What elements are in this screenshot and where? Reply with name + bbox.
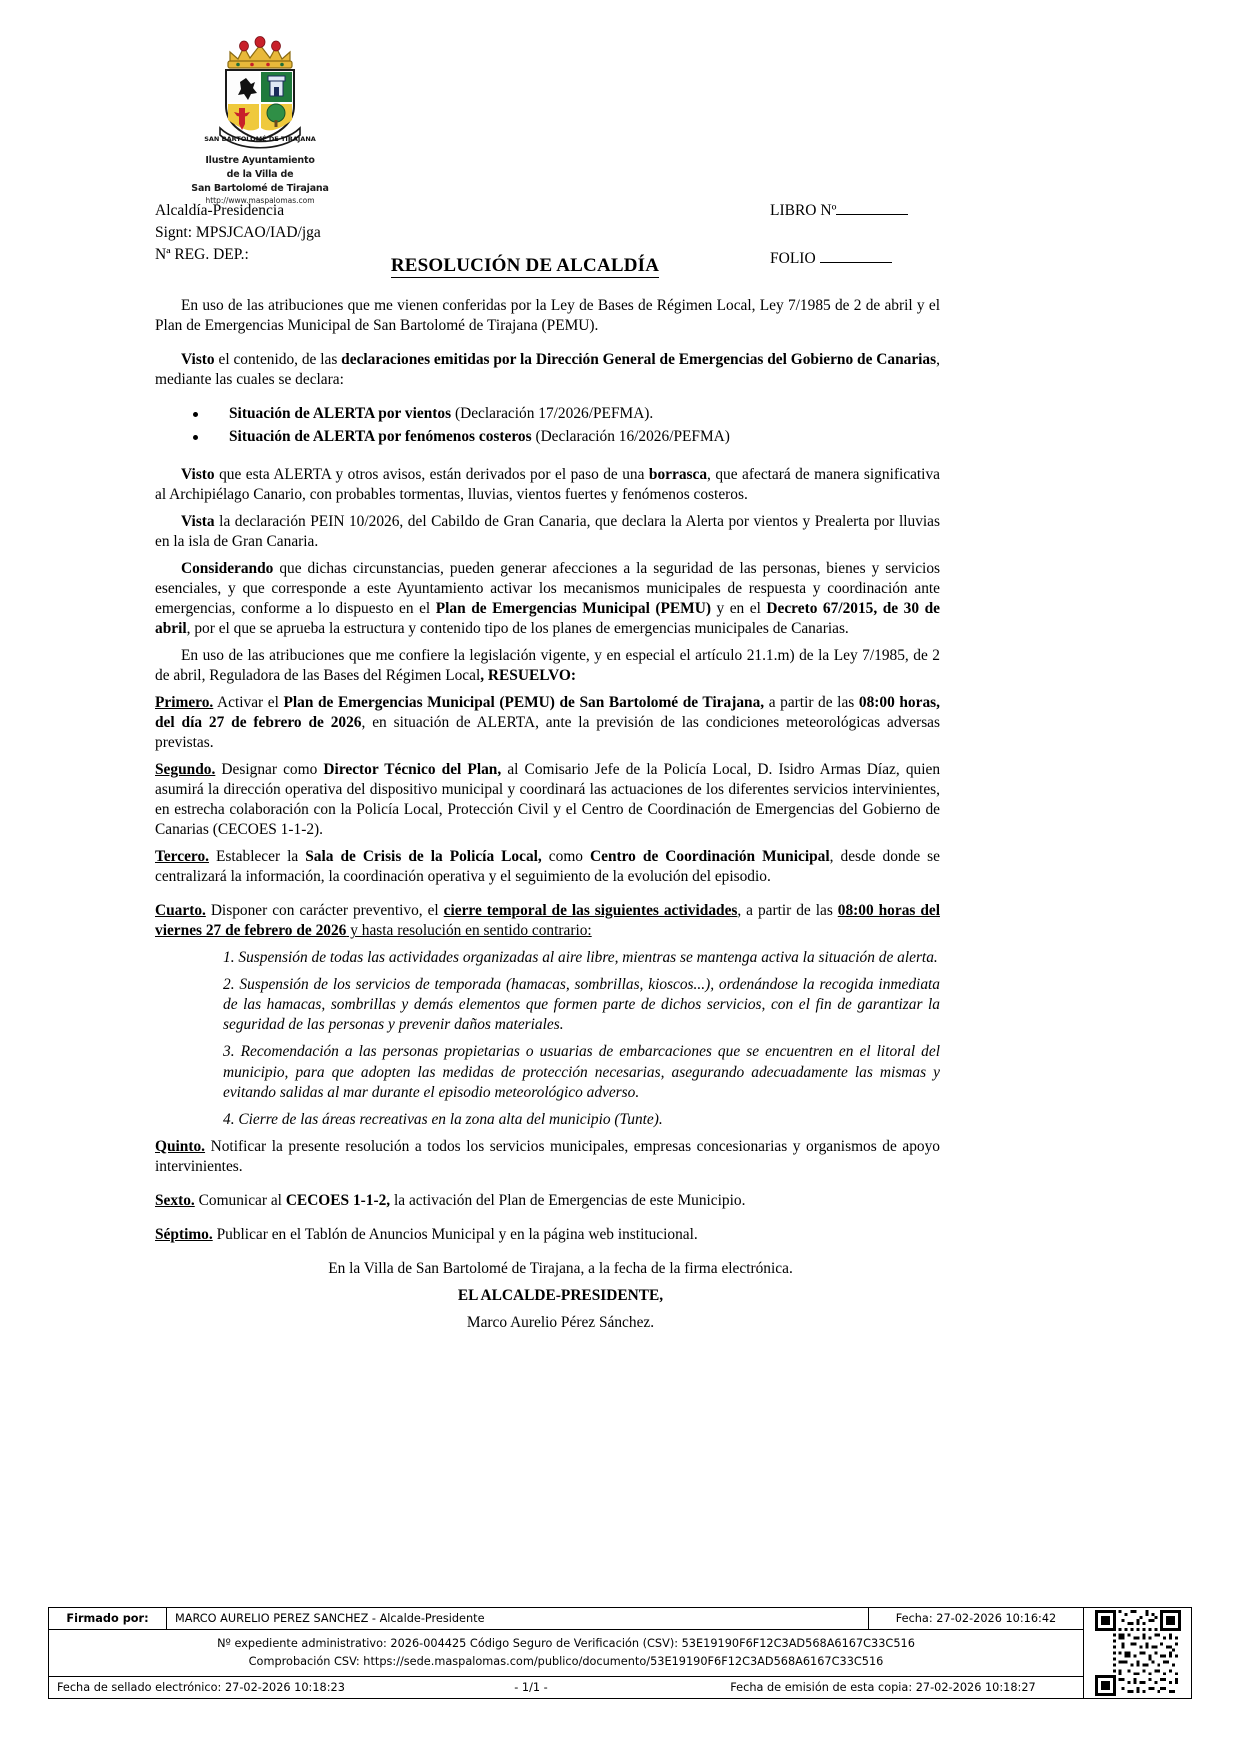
tercero-label: Tercero. [155, 848, 209, 866]
quinto-rest: Notificar la presente resolución a todos los servicios municipales, empresas concesionarias y organismos de apoyo intervinientes. [155, 1137, 940, 1175]
list-item: 3. Recomendación a las personas propietarias o usuarias de embarcaciones que se encuentren en el litoral del municipio, para que adopten las medidas de protección necesarias, asegurando adecuadamente las mismas y evitando salidas al mar durante el episodio meteorológico adverso. [223, 1043, 940, 1101]
declaration-1-rest: (Declaración 16/2026/PEFMA) [531, 428, 730, 446]
signed-by-name: MARCO AURELIO PEREZ SANCHEZ - Alcalde-Presidente [175, 1612, 485, 1625]
list-item: 4. Cierre de las áreas recreativas en la zona alta del municipio (Tunte). [223, 1110, 663, 1128]
signt-label: Signt: MPSJCAO/IAD/jga [155, 224, 321, 241]
signed-date: Fecha: 27-02-2026 10:16:42 [868, 1608, 1083, 1629]
paragraph-visto-1 [155, 350, 940, 390]
visto-2-b: borrasca [648, 466, 708, 484]
qr-code-icon [1095, 1610, 1181, 1696]
considerando-e: , por el que se aprueba la estructura y contenido tipo de los planes de emergencias municipales de Canarias. [186, 620, 849, 638]
declaration-1-bold: Situación de ALERTA por fenómenos costeros [229, 428, 532, 446]
vista-lead: Vista [181, 513, 215, 531]
csv-info-block [49, 1630, 1083, 1676]
document-body [155, 296, 940, 1340]
segundo-b: Director Técnico del Plan, [323, 761, 502, 779]
footer-main-table [48, 1607, 1084, 1699]
cuarto-e: y hasta resolución en sentido contrario: [346, 922, 592, 940]
paragraph-quinto [155, 1137, 940, 1177]
segundo-a: Designar como [215, 761, 324, 779]
visto-1-b: declaraciones emitidas por la Dirección General de Emergencias del Gobierno de Canarias [341, 351, 937, 369]
declaration-0-rest: (Declaración 17/2026/PEFMA). [451, 405, 654, 423]
signer-name: Marco Aurelio Pérez Sánchez. [466, 1313, 655, 1331]
paragraph-tercero [155, 847, 940, 887]
visto-2-c: , que afectará de manera significativa al Archipiélago Canario, con probables tormentas, lluvias, vientos fuertes y fenómenos costeros. [155, 466, 940, 504]
paragraph-resuelvo [155, 646, 940, 686]
visto-2-a: que esta ALERTA y otros avisos, están derivados por el paso de una [214, 466, 649, 484]
visto-1-c: , mediante las cuales se declara: [155, 351, 940, 389]
considerando-d: Decreto 67/2015, de 30 de abril [155, 600, 940, 638]
paragraph-vista [155, 512, 940, 552]
sexto-c: la activación del Plan de Emergencias de este Municipio. [390, 1191, 746, 1209]
qr-code[interactable] [1084, 1607, 1192, 1699]
signer-title: EL ALCALDE-PRESIDENTE, [457, 1286, 664, 1304]
cuarto-a: Disponer con carácter preventivo, el [205, 902, 444, 920]
measures-list [155, 948, 940, 1129]
declaration-0-bold: Situación de ALERTA por vientos [229, 405, 452, 423]
primero-e: , en situación de ALERTA, ante la previsión de las condiciones meteorológicas adversas previstas. [155, 714, 940, 752]
page-number: - 1/1 - [514, 1681, 548, 1694]
svg-text:SAN BARTOLOMÉ DE TIRAJANA: SAN BARTOLOMÉ DE TIRAJANA [204, 135, 316, 143]
primero-c: a partir de las [764, 694, 859, 712]
segundo-c: al Comisario Jefe de la Policía Local, D. Isidro Armas Díaz, quien asumirá la dirección operativa del dispositivo municipal y coordinará las actuaciones de los diferentes servicios intervinientes, en estrecha colaboración con la Policía Local, Protección Civil y el Centro de Coordinación de Emergencias del Gobierno de Canarias (CECOES 1-1-2). [155, 761, 941, 839]
resuelvo-a: En uso de las atribuciones que me confiere la legislación vigente, y en especial el artículo 21.1.m) de la Ley 7/1985, de 2 de abril, Reguladora de las Bases del Régimen Local [155, 647, 940, 685]
reg-dep-label: Nª REG. DEP.: [155, 246, 249, 263]
crest-caption-line-1: Ilustre Ayuntamiento [205, 155, 315, 166]
table-row [49, 1608, 1083, 1630]
paragraph-primero [155, 693, 940, 753]
considerando-lead: Considerando [181, 560, 274, 578]
visto-1-lead: Visto [181, 351, 215, 369]
list-item [193, 427, 940, 447]
paragraph-septimo [155, 1225, 940, 1245]
electronic-signature-footer [48, 1607, 1192, 1699]
tercero-a: Establecer la [209, 848, 306, 866]
table-row [49, 1676, 1083, 1698]
list-item: 1. Suspensión de todas las actividades organizadas al aire libre, mientras se mantenga activa la situación de alerta. [223, 949, 938, 967]
primero-a: Activar el [213, 694, 284, 712]
primero-d: 08:00 horas, del día 27 de febrero de 2026 [155, 694, 940, 732]
municipal-crest-block [160, 28, 360, 205]
page-title [0, 255, 1050, 277]
expediente-line: Nº expediente administrativo: 2026-004425 Código Seguro de Verificación (CSV): 53E19190F6F12C3AD568A6167C33C516 [217, 1637, 915, 1650]
paragraph-intro-text: En uso de las atribuciones que me vienen conferidas por la Ley de Bases de Régimen Local, Ley 7/1985 de 2 de abril y el Plan de Emergencias Municipal de San Bartolomé de Tirajana (PEMU). [155, 297, 940, 335]
libro-blank-rule [836, 200, 908, 215]
cuarto-c: , a partir de las [737, 902, 838, 920]
libro-field [770, 200, 908, 222]
tercero-c: como [541, 848, 590, 866]
vista-rest: la declaración PEIN 10/2026, del Cabildo de Gran Canaria, que declara la Alerta por vientos y Prealerta por lluvias en la isla de Gran Canaria. [155, 513, 940, 551]
septimo-label: Séptimo. [155, 1225, 213, 1243]
sexto-b: CECOES 1-1-2, [285, 1191, 391, 1209]
segundo-label: Segundo. [155, 761, 216, 779]
considerando-a: que dichas circunstancias, pueden generar afecciones a la seguridad de las personas, bienes y servicios esenciales, y que corresponde a este Ayuntamiento activar los mecanismos municipales de respuesta y coordinación ante emergencias, conforme a lo dispuesto en el [155, 560, 940, 618]
resuelvo-b: , RESUELVO: [480, 667, 577, 685]
list-item: 2. Suspensión de los servicios de temporada (hamacas, sombrillas, kioscos...), ordenándose la recogida inmediata de las hamacas, sombrillas y demás elementos que formen parte de dichos servicios, con el fin de garantizar la seguridad de las personas y prevenir daños materiales. [223, 976, 940, 1034]
paragraph-considerando [155, 559, 940, 639]
paragraph-visto-2 [155, 465, 940, 505]
page-title-text: RESOLUCIÓN DE ALCALDÍA [390, 255, 660, 276]
closing-place-line: En la Villa de San Bartolomé de Tirajana, a la fecha de la firma electrónica. [328, 1259, 793, 1277]
cuarto-label: Cuarto. [155, 902, 206, 920]
primero-label: Primero. [155, 694, 214, 712]
sexto-label: Sexto. [155, 1191, 195, 1209]
cuarto-d: 08:00 horas del viernes 27 de febrero de 2026 [155, 902, 940, 940]
paragraph-segundo [155, 760, 940, 840]
coat-of-arms-icon [200, 28, 320, 153]
copy-emission-date: Fecha de emisión de esta copia: 27-02-2026 10:18:27 [730, 1681, 1036, 1694]
paragraph-intro [155, 296, 940, 336]
paragraph-cuarto [155, 901, 940, 941]
seal-date: Fecha de sellado electrónico: 27-02-2026 10:18:23 [57, 1681, 345, 1694]
declarations-list [155, 404, 940, 447]
signed-by-label: Firmado por: [49, 1608, 167, 1629]
visto-2-lead: Visto [181, 466, 215, 484]
tercero-b: Sala de Crisis de la Policía Local, [305, 848, 542, 866]
tercero-e: , desde donde se centralizará la información, la coordinación operativa y el seguimiento de la evolución del episodio. [155, 848, 940, 886]
list-item [193, 404, 940, 424]
libro-label: LIBRO Nº [770, 202, 837, 219]
septimo-rest: Publicar en el Tablón de Anuncios Municipal y en la página web institucional. [212, 1225, 698, 1243]
tercero-d: Centro de Coordinación Municipal [590, 848, 830, 866]
csv-check-line[interactable]: Comprobación CSV: https://sede.maspalomas.com/publico/documento/53E19190F6F12C3AD568A6167C33C516 [248, 1654, 884, 1668]
alcaldia-presidencia-label: Alcaldía-Presidencia [155, 202, 285, 219]
sexto-a: Comunicar al [194, 1191, 286, 1209]
considerando-c: y en el [710, 600, 767, 618]
crest-caption-line-2: de la Villa de [226, 168, 294, 180]
folio-label: FOLIO [770, 250, 816, 267]
cuarto-b: cierre temporal de las siguientes actividades [443, 902, 738, 920]
crest-website-url: http://www.maspalomas.com [205, 195, 315, 205]
quinto-label: Quinto. [155, 1137, 206, 1155]
considerando-b: Plan de Emergencias Municipal (PEMU) [435, 600, 711, 618]
primero-b: Plan de Emergencias Municipal (PEMU) de San Bartolomé de Tirajana, [283, 694, 765, 712]
visto-1-a: el contenido, de las [214, 351, 342, 369]
crest-caption-line-3: San Bartolomé de Tirajana [191, 182, 329, 194]
paragraph-sexto [155, 1191, 940, 1211]
